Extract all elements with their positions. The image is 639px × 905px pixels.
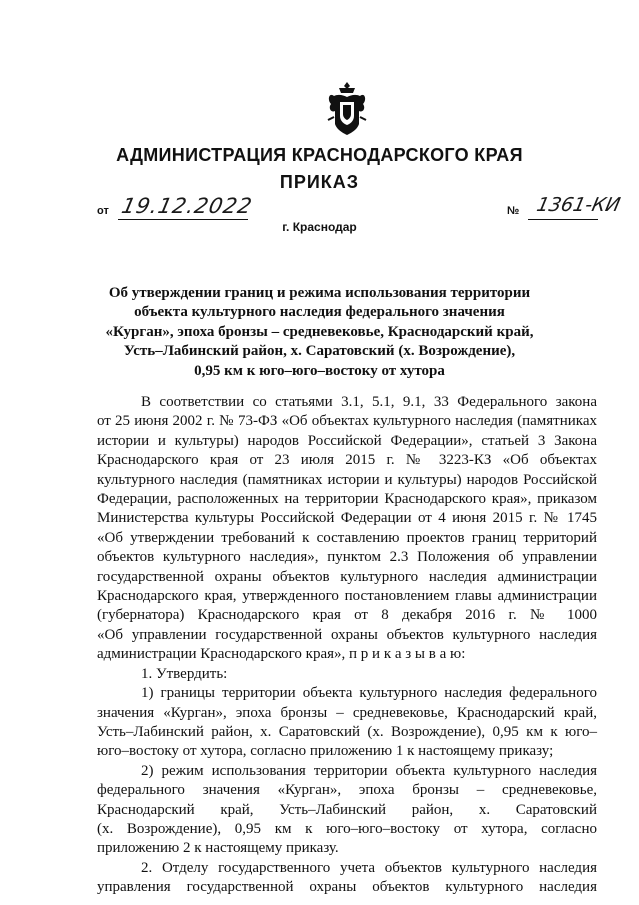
body-line: «Об управлении государственной охраны объектов культурного наследия [97, 626, 597, 643]
body-line: Краснодарского края, утвержденного постановлением главы администрации [97, 588, 597, 605]
body-line: (х. Возрождение), 0,95 км к юго–юго–востоку от хутора, согласно [97, 820, 597, 837]
title-line: Усть–Лабинский район, х. Саратовский (х. Возрождение), [123, 343, 516, 360]
body-line: от 25 июня 2002 г. № 73-ФЗ «Об объектах культурного наследия (памятниках [97, 413, 597, 430]
document-body [97, 393, 597, 898]
body-line: 1) границы территории объекта культурного наследия федерального [141, 685, 597, 702]
handwritten-number: 1361-КИ [534, 194, 623, 216]
title-line: 0,95 км к юго–юго–востоку от хутора [194, 362, 445, 379]
number-underline [528, 218, 598, 220]
body-line: Краснодарский край, Усть–Лабинский район, х. Саратовский [97, 801, 597, 818]
body-line: юго–востоку от хутора, согласно приложению 1 к настоящему приказу; [97, 743, 554, 760]
body-line: Краснодарского края от 23 июля 2015 г. № 3223-КЗ «Об объектах [97, 452, 597, 469]
body-line: управления государственной охраны объектов культурного наследия [97, 879, 597, 896]
document-title [90, 284, 549, 381]
body-line: Министерства культуры Российской Федерации от 4 июня 2015 г. № 1745 [97, 510, 597, 527]
body-line: 2. Отделу государственного учета объектов культурного наследия [141, 859, 597, 876]
document-type: ПРИКАЗ [279, 172, 360, 192]
title-line: объекта культурного наследия федерального значения [134, 304, 505, 321]
body-line: культурного наследия (памятниках истории и культуры) народов Российской [97, 471, 597, 488]
body-line: 1. Утвердить: [141, 665, 228, 682]
body-line: значения «Курган», эпоха бронзы – средневековье, Краснодарский край, [97, 704, 597, 721]
title-line: «Курган», эпоха бронзы – средневековье, Краснодарский край, [105, 323, 534, 340]
title-line: Об утверждении границ и режима использования территории [108, 285, 531, 301]
body-line: Усть–Лабинский район, х. Саратовский (х. Возрождение), 0,95 км к юго– [97, 723, 597, 740]
body-line: (губернатора) Краснодарского края от 8 декабря 2016 г. № 1000 [97, 607, 597, 624]
body-line: объектов культурного наследия», пунктом 2.3 Положения об управлении [97, 549, 597, 566]
handwritten-date: 19.12.2022 [119, 194, 255, 218]
body-line: В соответствии со статьями 3.1, 5.1, 9.1, 33 Федерального закона [141, 394, 597, 410]
body-line: администрации Краснодарского края», п р и к а з ы в а ю: [97, 646, 466, 663]
body-line: Федерации, расположенных на территории Краснодарского края», приказом [97, 491, 597, 508]
agency-name: АДМИНИСТРАЦИЯ КРАСНОДАРСКОГО КРАЯ [116, 145, 523, 165]
krasnodar-coat-of-arms-icon [325, 80, 369, 136]
body-line: истории и культуры) народов Российской Федерации», статьей 3 Закона [97, 432, 597, 449]
body-line: 2) режим использования территории объекта культурного наследия [141, 762, 597, 779]
number-label: № [507, 205, 520, 217]
body-line: государственной охраны объектов культурного наследия администрации [97, 568, 597, 585]
body-line: приложению 2 к настоящему приказу. [97, 840, 339, 857]
city-name: г. Краснодар [282, 220, 357, 234]
body-line: «Об утверждении требований к составлению проектов границ территорий [97, 529, 597, 546]
body-line: федерального значения «Курган», эпоха бронзы – средневековье, [97, 782, 597, 799]
date-label: от [97, 205, 109, 217]
